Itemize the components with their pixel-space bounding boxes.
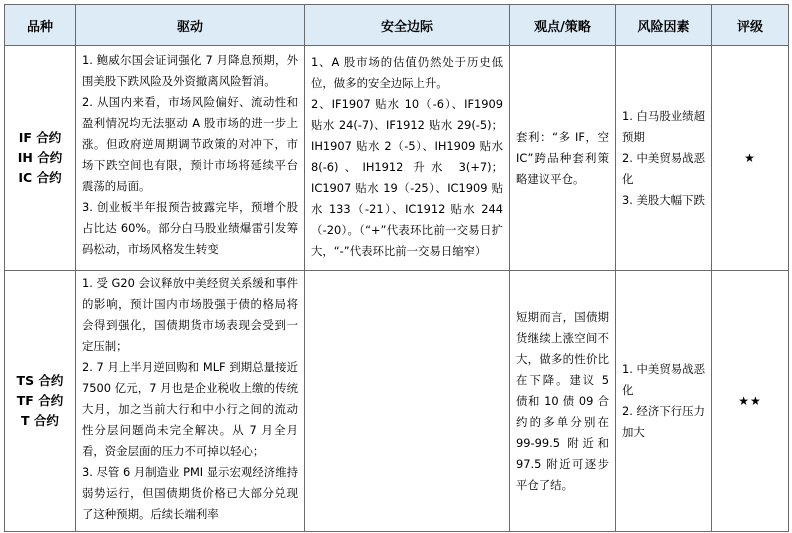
rating-stars: ★★ [738,394,762,408]
variety-cell [5,271,76,532]
variety-label: IF 合约 [18,130,62,145]
strategy-table [4,4,789,532]
risk-item: 2. 经济下行压力加大 [622,404,705,439]
driver-item: 1. 鲍威尔国会证词强化 7 月降息预期，外围美股下跌风险及外资撤离风险暂消。 [82,53,298,88]
variety-label: T 合约 [21,413,59,428]
safety-margin-cell [305,46,510,271]
rating-cell [712,271,789,532]
header-variety: 品种 [5,5,76,46]
header-risk-factors: 风险因素 [616,5,712,46]
header-rating: 评级 [712,5,789,46]
drivers-cell [76,271,305,532]
safety-item: 1、A 股市场的估值仍然处于历史低位，做多的安全边际上升。 [311,55,503,90]
risk-item: 3. 美股大幅下跌 [622,192,705,207]
risk-item: 1. 中美贸易战恶化 [622,362,705,397]
driver-item: 3. 尽管 6 月制造业 PMI 显示宏观经济维持弱势运行，但国债期货价格已大部分兑现了这种预期。后续长端利率 [82,465,298,521]
strategy-cell [510,271,616,532]
safety-margin-cell [305,271,510,532]
variety-label: IC 合约 [18,170,62,185]
table-row [5,46,789,271]
header-safety-margin: 安全边际 [305,5,510,46]
risk-cell [616,46,712,271]
safety-item: 2、IF1907 贴水 10（-6）、IF1909 贴水 24(-7)、IF1912 贴水 29(-5)；IH1907 贴水 2（-5）、IH1909 贴水 8(-6)、IH1912 升水 3(+7)；IC1907 贴水 19（-25）、IC1909 贴水 133（-21）、IC1912 贴水 244（-20）。（“+”代表环比前一交易日扩大，“-”代表环比前一交易日缩窄） [311,97,503,258]
strategy-text: 短期而言，国债期货继续上涨空间不大，做多的性价比在下降。建议 5 债和 10 债 09 合约的多单分别在 99-99.5 附近和 97.5 附近可逐步平仓了结。 [516,309,609,492]
risk-cell [616,271,712,532]
table-row [5,271,789,532]
variety-cell [5,46,76,271]
driver-item: 1. 受 G20 会议释放中美经贸关系缓和事件的影响，预计国内市场股强于债的格局将会得到强化，国债期货市场表现会受到一定压制； [82,276,298,353]
driver-item: 3. 创业板半年报预告披露完毕，预增个股占比达 60%。部分白马股业绩爆雷引发筹码松动，市场风格发生转变 [82,200,298,256]
variety-label: TS 合约 [16,373,64,388]
driver-item: 2. 7 月上半月逆回购和 MLF 到期总量接近 7500 亿元，7 月也是企业税收上缴的传统大月，加之当前大行和中小行之间的流动性分层问题尚未完全解决。从 7 月全月看，资金层面的压力不可掉以轻心； [82,360,298,458]
drivers-cell [76,46,305,271]
variety-label: TF 合约 [16,393,64,408]
variety-label: IH 合约 [17,150,63,165]
rating-stars: ★ [744,151,756,165]
header-strategy: 观点/策略 [510,5,616,46]
strategy-text: 套利：“多 IF，空 IC”跨品种套利策略建议平仓。 [516,129,609,186]
driver-item: 2. 从国内来看，市场风险偏好、流动性和盈利情况均无法驱动 A 股市场的进一步上涨。但政府逆周期调节政策的对冲下，市场下跌空间也有限，预计市场将延续平台震荡的局面。 [82,95,298,193]
strategy-cell [510,46,616,271]
rating-cell [712,46,789,271]
risk-item: 2. 中美贸易战恶化 [622,150,705,186]
header-row [5,5,789,46]
header-drivers: 驱动 [76,5,305,46]
risk-item: 1. 白马股业绩超预期 [622,108,705,144]
